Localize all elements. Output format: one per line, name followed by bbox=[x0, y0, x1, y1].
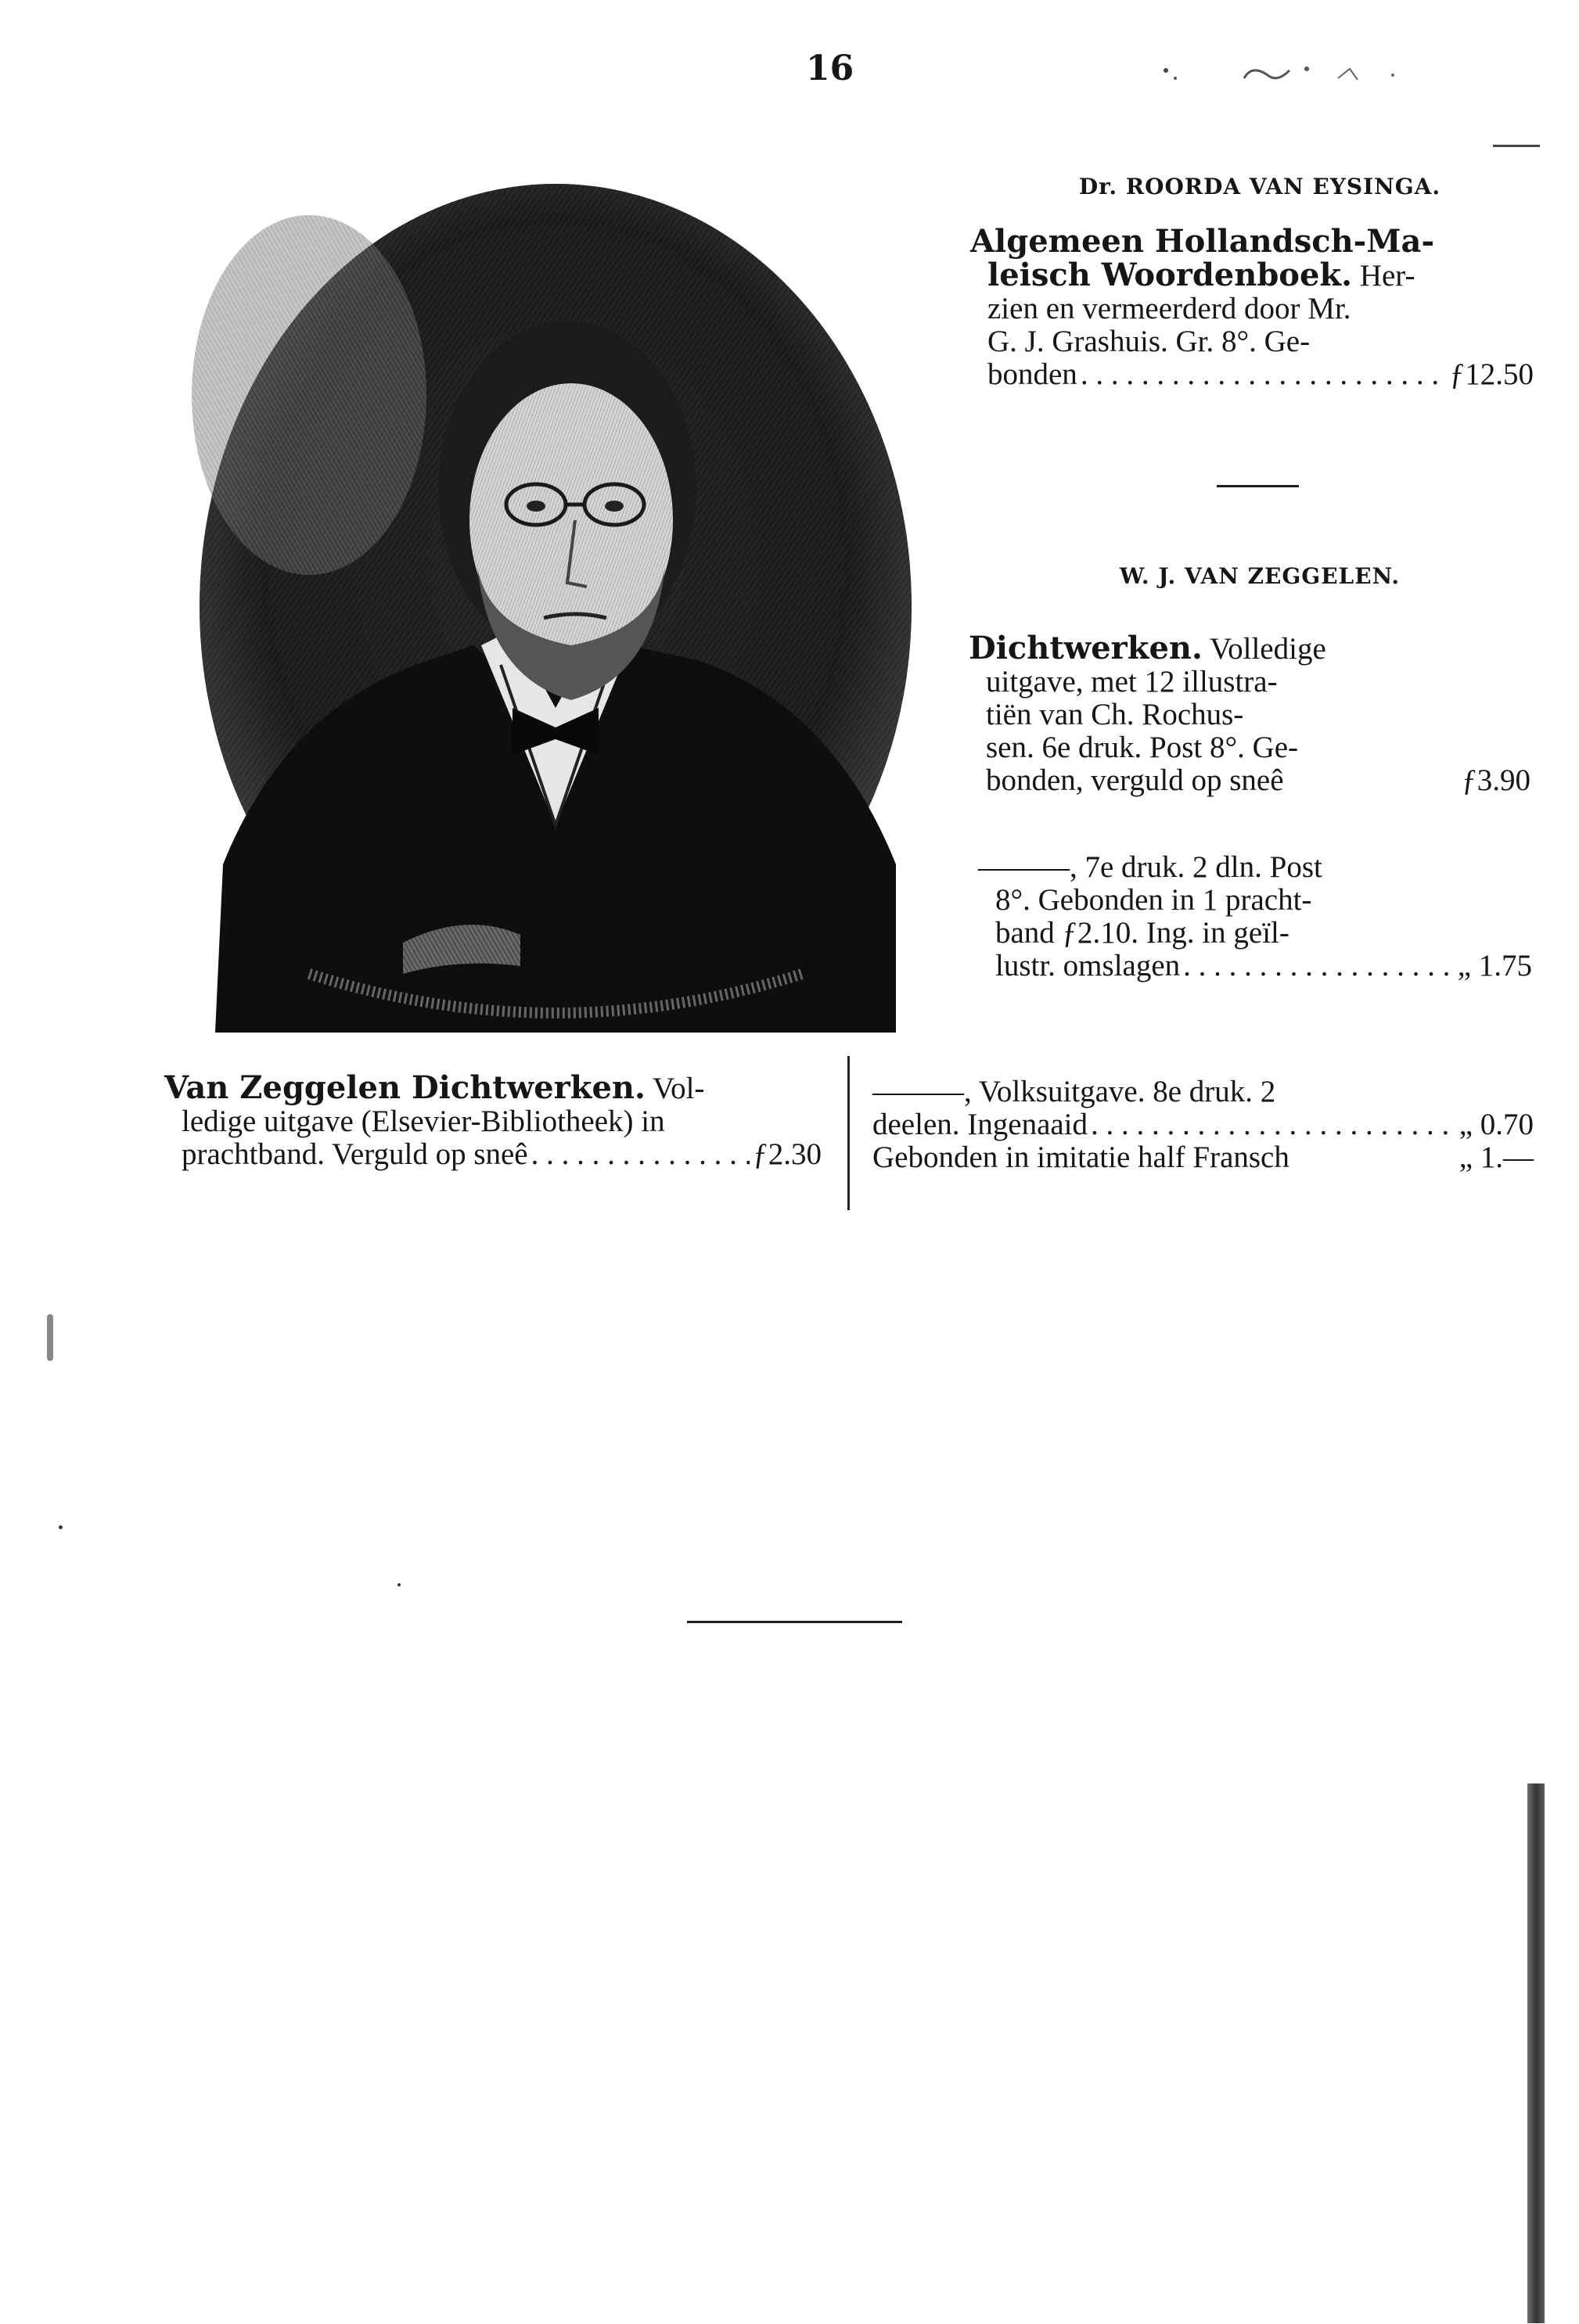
author-heading-zeggelen: W. J. VAN ZEGGELEN. bbox=[1119, 563, 1401, 589]
scan-speck bbox=[397, 1583, 401, 1586]
entry-line: band ƒ2.10. Ing. in geïl- bbox=[995, 916, 1289, 950]
entry-title: Dichtwerken. bbox=[969, 630, 1203, 666]
scan-speck bbox=[1493, 145, 1540, 147]
scan-speck bbox=[59, 1525, 63, 1529]
scan-artifact-marks bbox=[1158, 47, 1471, 102]
scan-speck bbox=[47, 1314, 53, 1361]
entry-line: G. J. Grashuis. Gr. 8°. Ge- bbox=[987, 325, 1311, 358]
price: „ 0.70 bbox=[1459, 1108, 1534, 1141]
price: „ 1.75 bbox=[1457, 949, 1532, 982]
column-divider bbox=[847, 1056, 850, 1210]
entry-title: Algemeen Hollandsch-Ma- bbox=[970, 223, 1435, 260]
page-number: 16 bbox=[806, 48, 854, 88]
price-line: Gebonden in imitatie half Fransch „ 1.— bbox=[872, 1140, 1534, 1174]
price: ƒ3.90 bbox=[1462, 763, 1530, 797]
price-line: deelen. Ingenaaid . . . „ 0.70 bbox=[872, 1108, 1534, 1141]
entry-line: ledige uitgave (Elsevier-Bibliotheek) in bbox=[182, 1105, 665, 1138]
entry-woordenboek bbox=[970, 225, 1534, 391]
price: „ 1.— bbox=[1459, 1140, 1534, 1174]
entry-line: tiën van Ch. Rochus- bbox=[986, 698, 1244, 731]
price-line: bonden . . . ƒ12.50 bbox=[987, 358, 1534, 391]
price: ƒ2.30 bbox=[753, 1137, 822, 1171]
entry-line: ———, 7e druk. 2 dln. Post bbox=[978, 850, 1322, 884]
entry-title: Van Zeggelen Dichtwerken. bbox=[164, 1069, 646, 1106]
entry-7e-druk bbox=[978, 851, 1532, 982]
entry-line: 8°. Gebonden in 1 pracht- bbox=[995, 883, 1312, 917]
price-line: prachtband. Verguld op sneê . . . ƒ2.30 bbox=[182, 1138, 822, 1171]
price-line: lustr. omslagen . . . „ 1.75 bbox=[995, 950, 1532, 982]
entry-line: zien en vermeerderd door Mr. bbox=[987, 292, 1351, 325]
bottom-rule bbox=[687, 1621, 902, 1623]
author-heading-roorda: Dr. ROORDA VAN EYSINGA. bbox=[1078, 174, 1441, 199]
entry-body bbox=[995, 884, 1532, 982]
entry-body bbox=[986, 666, 1530, 797]
entry-line: ———, Volksuitgave. 8e druk. 2 bbox=[872, 1075, 1276, 1108]
entry-line: uitgave, met 12 illustra- bbox=[986, 665, 1278, 699]
entry-dichtwerken: Dichtwerken. Volledige uitgave, met 12 illustra- tiën van Ch. Rochus- sen. 6e druk. Post 8°. Ge- bonden, verguld op sneê ƒ3.90 bbox=[969, 630, 1530, 797]
scan-edge-shadow bbox=[1527, 1783, 1545, 2323]
price-line: bonden, verguld op sneê ƒ3.90 bbox=[986, 763, 1530, 797]
entry-volksuitgave bbox=[872, 1076, 1534, 1174]
entry-body: leisch Woordenboek. Her- zien en vermeerderd door Mr. G. J. Grashuis. Gr. 8°. Ge- bonden . . . ƒ12.50 bbox=[987, 259, 1534, 391]
entry-elsevier: Van Zeggelen Dichtwerken. Vol- ledige uitgave (Elsevier-Bibliotheek) in prachtband. Verguld op sneê . . . ƒ2.30 bbox=[164, 1072, 822, 1171]
entry-line: sen. 6e druk. Post 8°. Ge- bbox=[986, 731, 1299, 764]
portrait-engraving bbox=[192, 160, 919, 1033]
price: ƒ12.50 bbox=[1449, 357, 1534, 391]
section-divider bbox=[1217, 485, 1299, 487]
entry-body bbox=[182, 1105, 822, 1171]
